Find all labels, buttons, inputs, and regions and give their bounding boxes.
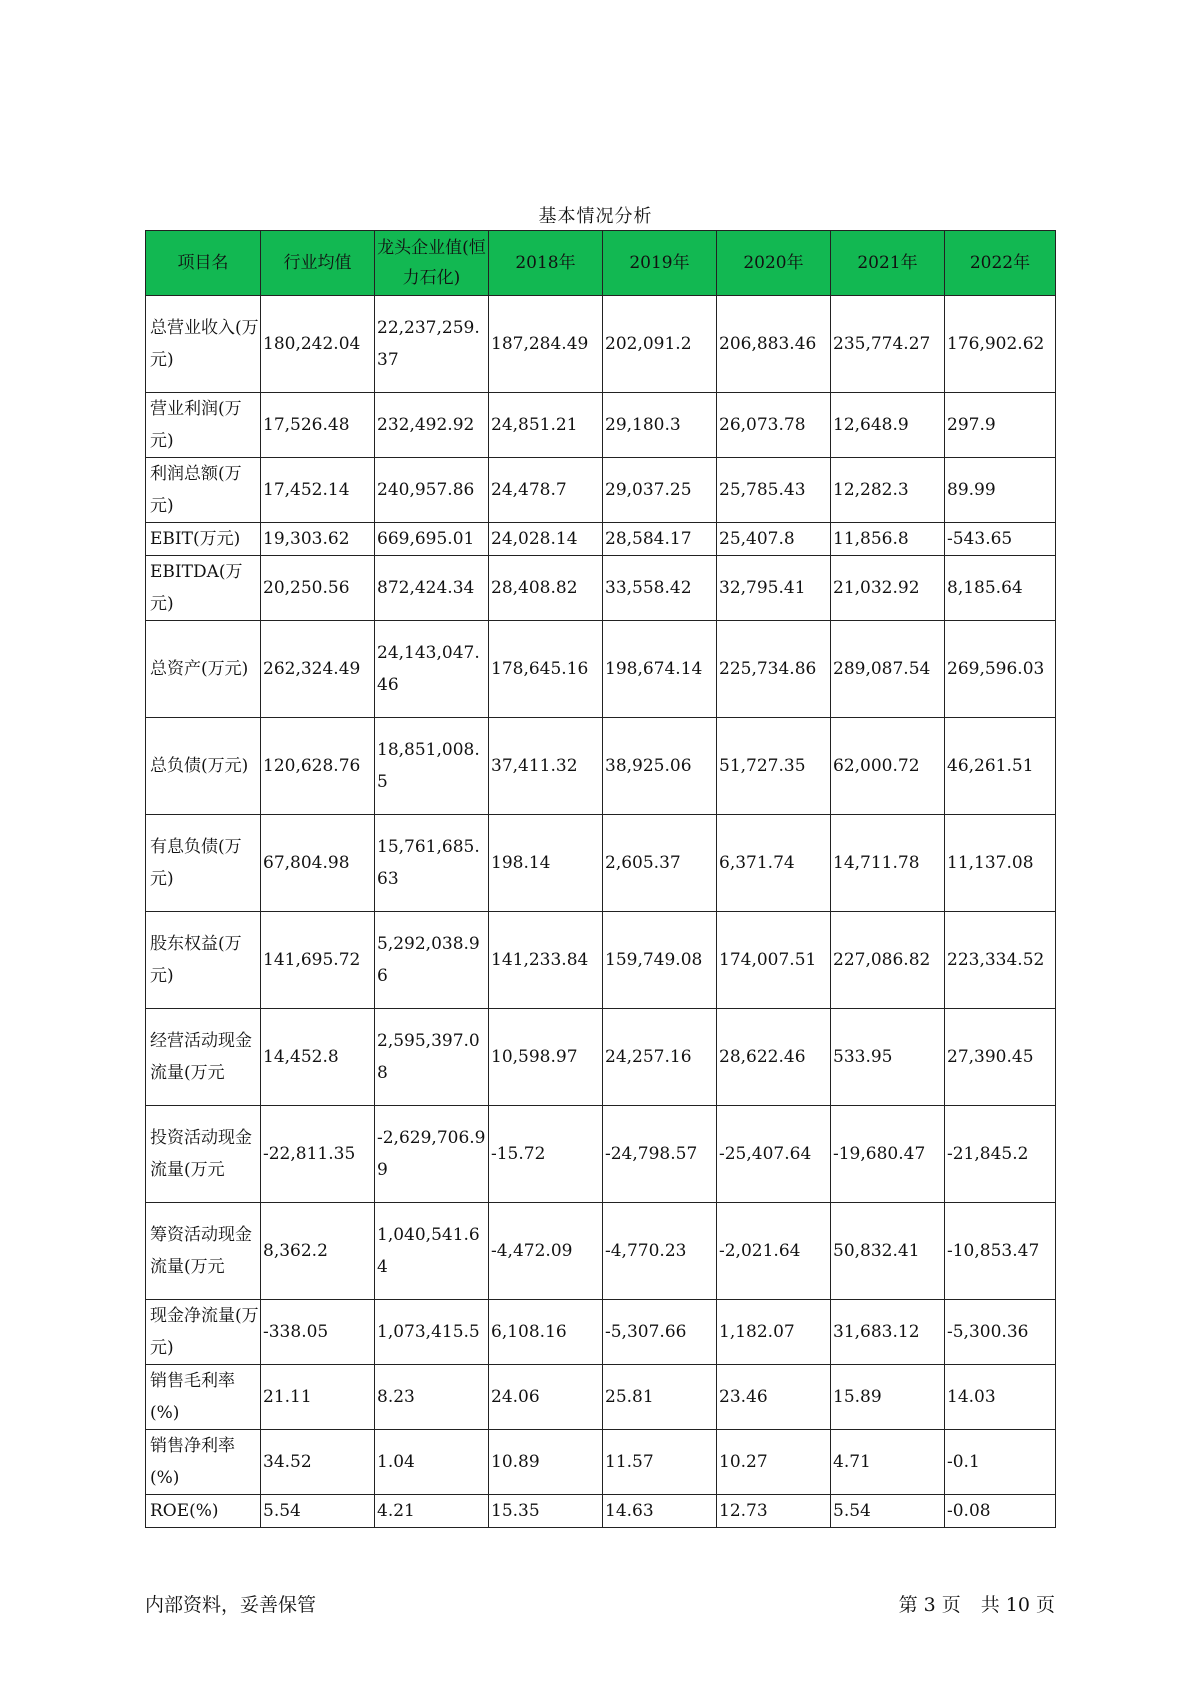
table-cell: 872,424.34 <box>375 556 489 621</box>
table-cell: 187,284.49 <box>489 296 603 393</box>
table-row <box>146 912 1056 1009</box>
row-label-text: EBITDA(万元) <box>150 562 243 614</box>
row-label <box>146 1203 261 1300</box>
table-cell: 198,674.14 <box>603 621 717 718</box>
table-cell: 14,711.78 <box>831 815 945 912</box>
table-cell: 174,007.51 <box>717 912 831 1009</box>
row-label-text: 现金净流量(万元) <box>150 1306 259 1358</box>
table-cell: 14.63 <box>603 1495 717 1528</box>
table-cell: 5.54 <box>831 1495 945 1528</box>
row-label <box>146 718 261 815</box>
table-cell: 11,856.8 <box>831 523 945 556</box>
table-cell: -19,680.47 <box>831 1106 945 1203</box>
table-cell: 11.57 <box>603 1430 717 1495</box>
table-cell: 25,407.8 <box>717 523 831 556</box>
table-cell: 26,073.78 <box>717 393 831 458</box>
table-cell: 198.14 <box>489 815 603 912</box>
table-cell: -22,811.35 <box>261 1106 375 1203</box>
table-cell: -25,407.64 <box>717 1106 831 1203</box>
table-cell: 223,334.52 <box>945 912 1056 1009</box>
table-cell: 6,108.16 <box>489 1300 603 1365</box>
total-pages: 10 <box>1005 1594 1030 1616</box>
row-label <box>146 621 261 718</box>
table-cell: 240,957.86 <box>375 458 489 523</box>
table-cell: 46,261.51 <box>945 718 1056 815</box>
row-label <box>146 556 261 621</box>
page-number: 3 <box>923 1594 936 1616</box>
row-label-text: 营业利润(万元) <box>150 399 242 451</box>
table-cell: 10.27 <box>717 1430 831 1495</box>
row-label <box>146 1009 261 1106</box>
table-cell: 5,292,038.96 <box>375 912 489 1009</box>
table-cell: 20,250.56 <box>261 556 375 621</box>
row-label-text: 投资活动现金流量(万元 <box>150 1128 252 1180</box>
table-cell: 25,785.43 <box>717 458 831 523</box>
table-cell: 24,478.7 <box>489 458 603 523</box>
table-row <box>146 621 1056 718</box>
table-cell: 67,804.98 <box>261 815 375 912</box>
table-cell: 17,452.14 <box>261 458 375 523</box>
table-cell: 28,622.46 <box>717 1009 831 1106</box>
table-cell: 24.06 <box>489 1365 603 1430</box>
row-label-text: 销售毛利率(%) <box>150 1371 235 1423</box>
row-label <box>146 912 261 1009</box>
table-cell: 1,040,541.64 <box>375 1203 489 1300</box>
table-cell: 4.71 <box>831 1430 945 1495</box>
table-row <box>146 718 1056 815</box>
table-cell: 18,851,008.5 <box>375 718 489 815</box>
table-cell: 225,734.86 <box>717 621 831 718</box>
table-caption: 基本情况分析 <box>538 206 653 227</box>
table-row <box>146 1430 1056 1495</box>
table-cell: 28,584.17 <box>603 523 717 556</box>
header-cell: 2019年 <box>603 231 717 296</box>
table-cell: 262,324.49 <box>261 621 375 718</box>
table-cell: 33,558.42 <box>603 556 717 621</box>
table-cell: 15.35 <box>489 1495 603 1528</box>
table-cell: 232,492.92 <box>375 393 489 458</box>
table-cell: 24,028.14 <box>489 523 603 556</box>
table-cell: 19,303.62 <box>261 523 375 556</box>
table-row <box>146 458 1056 523</box>
table-cell: 141,233.84 <box>489 912 603 1009</box>
table-cell: 14.03 <box>945 1365 1056 1430</box>
table-cell: 27,390.45 <box>945 1009 1056 1106</box>
table-cell: 62,000.72 <box>831 718 945 815</box>
table-cell: 4.21 <box>375 1495 489 1528</box>
table-cell: 15,761,685.63 <box>375 815 489 912</box>
table-row <box>146 815 1056 912</box>
page-label: 页 <box>941 1594 961 1616</box>
row-label-text: 经营活动现金流量(万元 <box>150 1031 252 1083</box>
table-cell: 12,648.9 <box>831 393 945 458</box>
table-row <box>146 1106 1056 1203</box>
table-cell: 141,695.72 <box>261 912 375 1009</box>
table-cell: 24,851.21 <box>489 393 603 458</box>
table-cell: 8,185.64 <box>945 556 1056 621</box>
row-label <box>146 815 261 912</box>
table-row <box>146 296 1056 393</box>
table-cell: 12.73 <box>717 1495 831 1528</box>
table-cell: 24,257.16 <box>603 1009 717 1106</box>
row-label <box>146 1365 261 1430</box>
table-cell: 24,143,047.46 <box>375 621 489 718</box>
row-label <box>146 1495 261 1528</box>
table-cell: 89.99 <box>945 458 1056 523</box>
row-label-text: ROE(%) <box>150 1501 219 1521</box>
table-cell: 178,645.16 <box>489 621 603 718</box>
total-label: 共 <box>980 1594 1000 1616</box>
table-cell: 669,695.01 <box>375 523 489 556</box>
row-label <box>146 523 261 556</box>
row-label-text: 总负债(万元) <box>150 756 249 776</box>
table-cell: 23.46 <box>717 1365 831 1430</box>
table-cell: 12,282.3 <box>831 458 945 523</box>
row-label-text: 总营业收入(万元) <box>150 318 259 370</box>
row-label-text: 筹资活动现金流量(万元 <box>150 1225 252 1277</box>
table-cell: 51,727.35 <box>717 718 831 815</box>
table-cell: 1,182.07 <box>717 1300 831 1365</box>
row-label-text: 销售净利率(%) <box>150 1436 235 1488</box>
table-cell: 25.81 <box>603 1365 717 1430</box>
header-cell: 2018年 <box>489 231 603 296</box>
table-cell: 38,925.06 <box>603 718 717 815</box>
header-row <box>146 231 1056 296</box>
row-label-text: EBIT(万元) <box>150 529 241 549</box>
table-cell: 28,408.82 <box>489 556 603 621</box>
table-cell: 1.04 <box>375 1430 489 1495</box>
page-indicator <box>893 1590 1055 1617</box>
table-cell: 297.9 <box>945 393 1056 458</box>
table-row <box>146 393 1056 458</box>
table-cell: 32,795.41 <box>717 556 831 621</box>
table-cell: -2,629,706.99 <box>375 1106 489 1203</box>
table-cell: -543.65 <box>945 523 1056 556</box>
table-cell: 37,411.32 <box>489 718 603 815</box>
header-cell: 2020年 <box>717 231 831 296</box>
table-cell: 17,526.48 <box>261 393 375 458</box>
table-cell: 34.52 <box>261 1430 375 1495</box>
table-cell: -21,845.2 <box>945 1106 1056 1203</box>
table-cell: 159,749.08 <box>603 912 717 1009</box>
table-row <box>146 1365 1056 1430</box>
table-cell: -0.08 <box>945 1495 1056 1528</box>
table-cell: 21.11 <box>261 1365 375 1430</box>
table-cell: 29,037.25 <box>603 458 717 523</box>
row-label <box>146 1300 261 1365</box>
table-row <box>146 1300 1056 1365</box>
table-cell: 21,032.92 <box>831 556 945 621</box>
table-cell: -10,853.47 <box>945 1203 1056 1300</box>
table-cell: 2,595,397.08 <box>375 1009 489 1106</box>
table-cell: 202,091.2 <box>603 296 717 393</box>
table-cell: 533.95 <box>831 1009 945 1106</box>
total-label: 页 <box>1035 1594 1055 1616</box>
analysis-table <box>145 230 1056 1528</box>
table-cell: -4,472.09 <box>489 1203 603 1300</box>
table-cell: -15.72 <box>489 1106 603 1203</box>
table-cell: 10.89 <box>489 1430 603 1495</box>
table-cell: 6,371.74 <box>717 815 831 912</box>
header-cell: 项目名 <box>146 231 261 296</box>
header-cell: 龙头企业值(恒力石化) <box>375 231 489 296</box>
table-cell: 11,137.08 <box>945 815 1056 912</box>
table-row <box>146 1203 1056 1300</box>
row-label-text: 有息负债(万元) <box>150 837 242 889</box>
table-cell: 8.23 <box>375 1365 489 1430</box>
table-row <box>146 523 1056 556</box>
table-cell: 289,087.54 <box>831 621 945 718</box>
table-cell: 50,832.41 <box>831 1203 945 1300</box>
table-cell: -4,770.23 <box>603 1203 717 1300</box>
table-cell: 1,073,415.5 <box>375 1300 489 1365</box>
row-label <box>146 1430 261 1495</box>
table-cell: 31,683.12 <box>831 1300 945 1365</box>
table-row <box>146 556 1056 621</box>
table-cell: 15.89 <box>831 1365 945 1430</box>
header-cell: 行业均值 <box>261 231 375 296</box>
row-label <box>146 458 261 523</box>
header-cell: 2022年 <box>945 231 1056 296</box>
table-cell: 22,237,259.37 <box>375 296 489 393</box>
table-cell: 176,902.62 <box>945 296 1056 393</box>
table-cell: 2,605.37 <box>603 815 717 912</box>
table-cell: 227,086.82 <box>831 912 945 1009</box>
table-cell: 206,883.46 <box>717 296 831 393</box>
table-cell: -5,307.66 <box>603 1300 717 1365</box>
table-cell: 14,452.8 <box>261 1009 375 1106</box>
table-cell: 10,598.97 <box>489 1009 603 1106</box>
table-cell: 120,628.76 <box>261 718 375 815</box>
table-row <box>146 1009 1056 1106</box>
row-label <box>146 296 261 393</box>
row-label <box>146 393 261 458</box>
table-row <box>146 1495 1056 1528</box>
row-label-text: 总资产(万元) <box>150 659 249 679</box>
table-cell: 8,362.2 <box>261 1203 375 1300</box>
row-label <box>146 1106 261 1203</box>
row-label-text: 股东权益(万元) <box>150 934 242 986</box>
page-label: 第 <box>898 1594 918 1616</box>
table-cell: -24,798.57 <box>603 1106 717 1203</box>
table-cell: 235,774.27 <box>831 296 945 393</box>
table-cell: 29,180.3 <box>603 393 717 458</box>
header-cell: 2021年 <box>831 231 945 296</box>
table-cell: 180,242.04 <box>261 296 375 393</box>
row-label-text: 利润总额(万元) <box>150 464 242 516</box>
table-cell: -5,300.36 <box>945 1300 1056 1365</box>
table-cell: 5.54 <box>261 1495 375 1528</box>
table-cell: -338.05 <box>261 1300 375 1365</box>
confidential-note: 内部资料，妥善保管 <box>145 1594 317 1616</box>
table-cell: 269,596.03 <box>945 621 1056 718</box>
table-cell: -2,021.64 <box>717 1203 831 1300</box>
table-cell: -0.1 <box>945 1430 1056 1495</box>
